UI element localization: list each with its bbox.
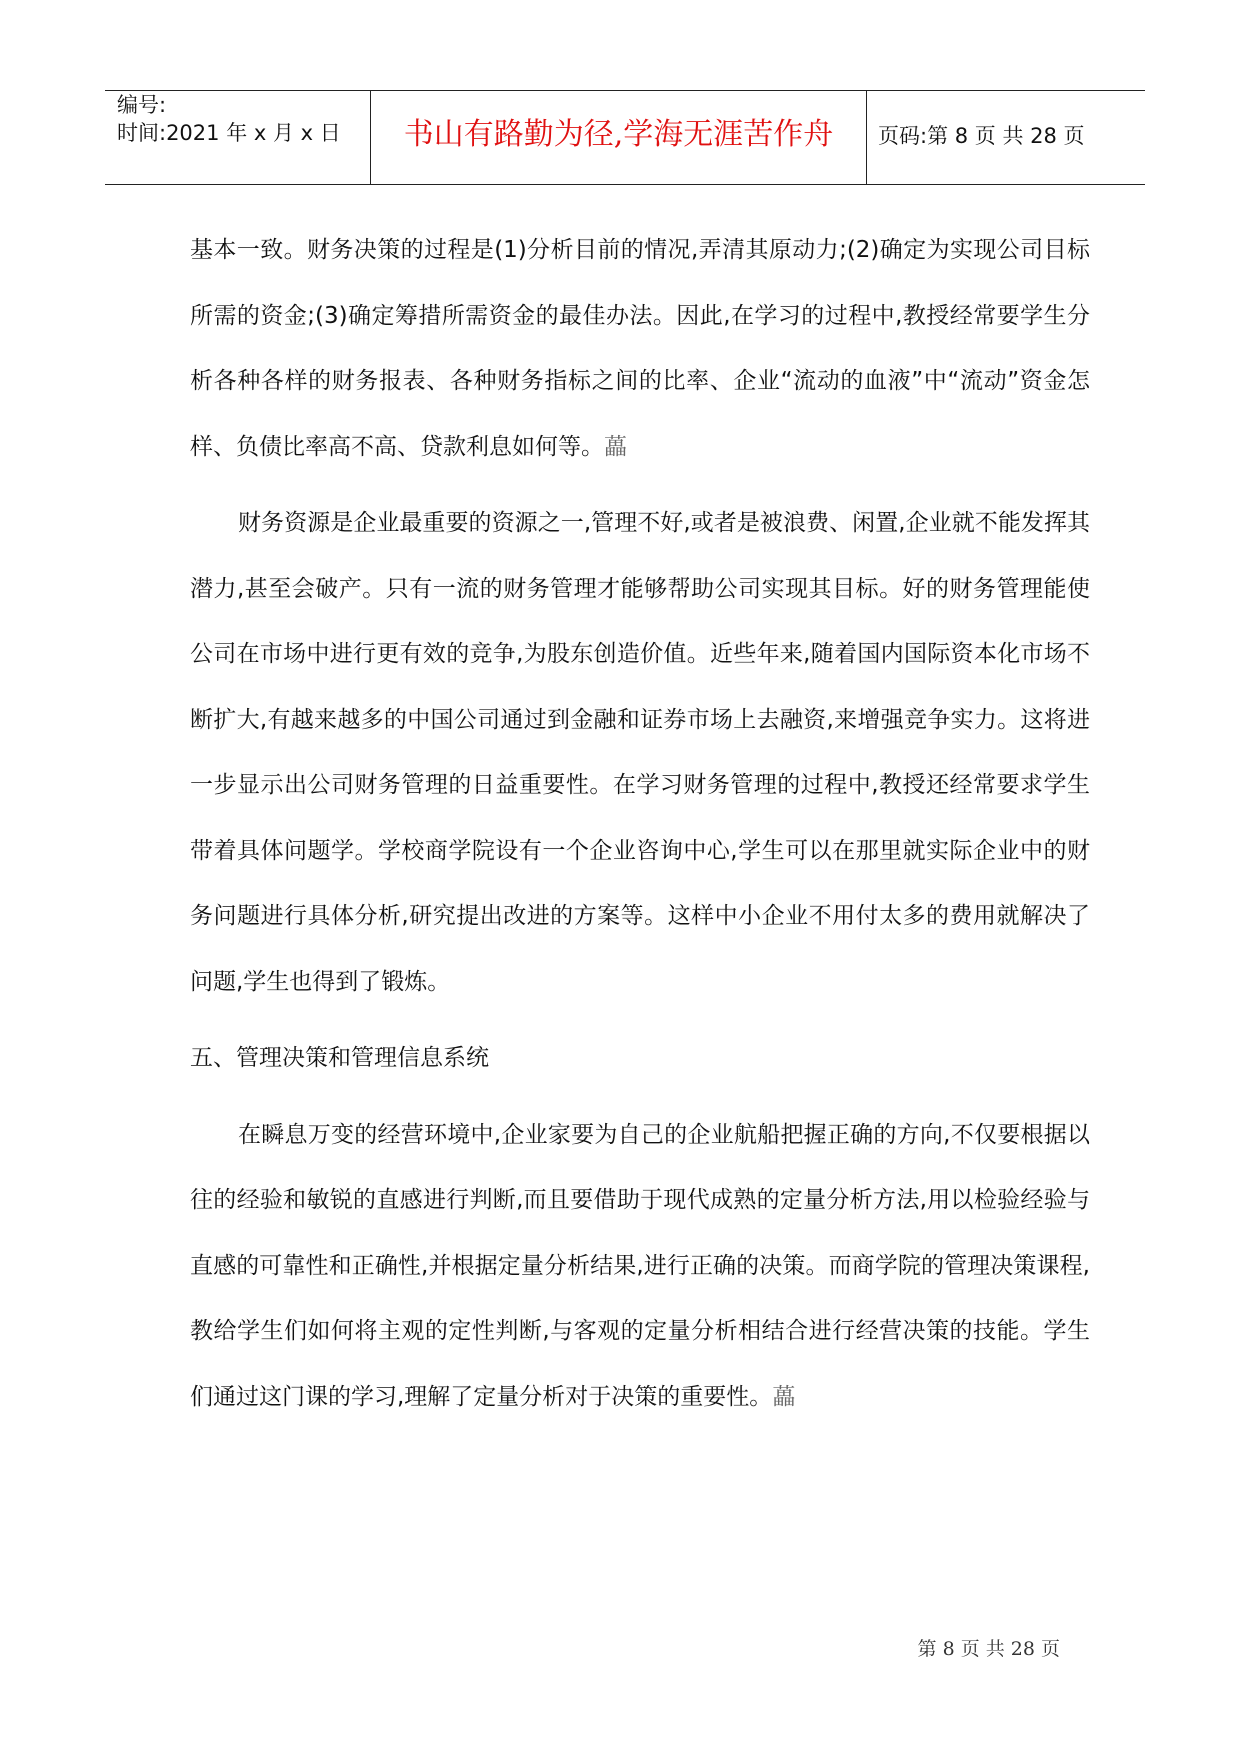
paragraph-3 bbox=[190, 1103, 1090, 1431]
page-header bbox=[105, 90, 1145, 185]
section-heading: 五、管理决策和管理信息系统 bbox=[190, 1045, 489, 1071]
header-motto: 书山有路勤为径,学海无涯苦作舟 bbox=[403, 117, 834, 152]
document-number-label: 编号: bbox=[117, 93, 167, 117]
page-footer: 第 8 页 共 28 页 bbox=[917, 1638, 1060, 1660]
paragraph-3-mark: 藟 bbox=[772, 1383, 796, 1410]
paragraph-1 bbox=[190, 218, 1090, 480]
paragraph-2: 财务资源是企业最重要的资源之一,管理不好,或者是被浪费、闲置,企业就不能发挥其潜力,甚至会破产。只有一流的财务管理才能够帮助公司实现其目标。好的财务管理能使公司在市场中进行更有效的竞争,为股东创造价值。近些年来,随着国内国际资本化市场不断扩大,有越来越多的中国公司通过到金融和证券市场上去融资,来增强竞争实力。这将进一步显示出公司财务管理的日益重要性。在学习财务管理的过程中,教授还经常要求学生带着具体问题学。学校商学院设有一个企业咨询中心,学生可以在那里就实际企业中的财务问题进行具体分析,研究提出改进的方案等。这样中小企业不用付太多的费用就解决了问题,学生也得到了锻炼。 bbox=[190, 510, 1090, 995]
paragraph-1-mark: 藟 bbox=[604, 433, 627, 460]
paragraph-3-text: 在瞬息万变的经营环境中,企业家要为自己的企业航船把握正确的方向,不仅要根据以往的经验和敏锐的直感进行判断,而且要借助于现代成熟的定量分析方法,用以检验经验与直感的可靠性和正确性,并根据定量分析结果,进行正确的决策。而商学院的管理决策课程,教给学生们如何将主观的定性判断,与客观的定量分析相结合进行经营决策的技能。学生们通过这门课的学习,理解了定量分析对于决策的重要性。 bbox=[190, 1121, 1090, 1410]
header-left-cell bbox=[105, 91, 370, 184]
document-time-label: 时间:2021 年 x 月 x 日 bbox=[117, 121, 341, 145]
paragraph-1-text: 基本一致。财务决策的过程是(1)分析目前的情况,弄清其原动力;(2)确定为实现公司目标所需的资金;(3)确定筹措所需资金的最佳办法。因此,在学习的过程中,教授经常要学生分析各种各样的财务报表、各种财务指标之间的比率、企业“流动的血液”中“流动”资金怎样、负债比率高不高、贷款利息如何等。 bbox=[190, 237, 1090, 460]
header-motto-cell bbox=[370, 91, 867, 184]
header-page-cell bbox=[866, 91, 1145, 184]
header-page-number: 页码:第 8 页 共 28 页 bbox=[878, 124, 1085, 148]
document-body bbox=[190, 218, 1090, 1430]
